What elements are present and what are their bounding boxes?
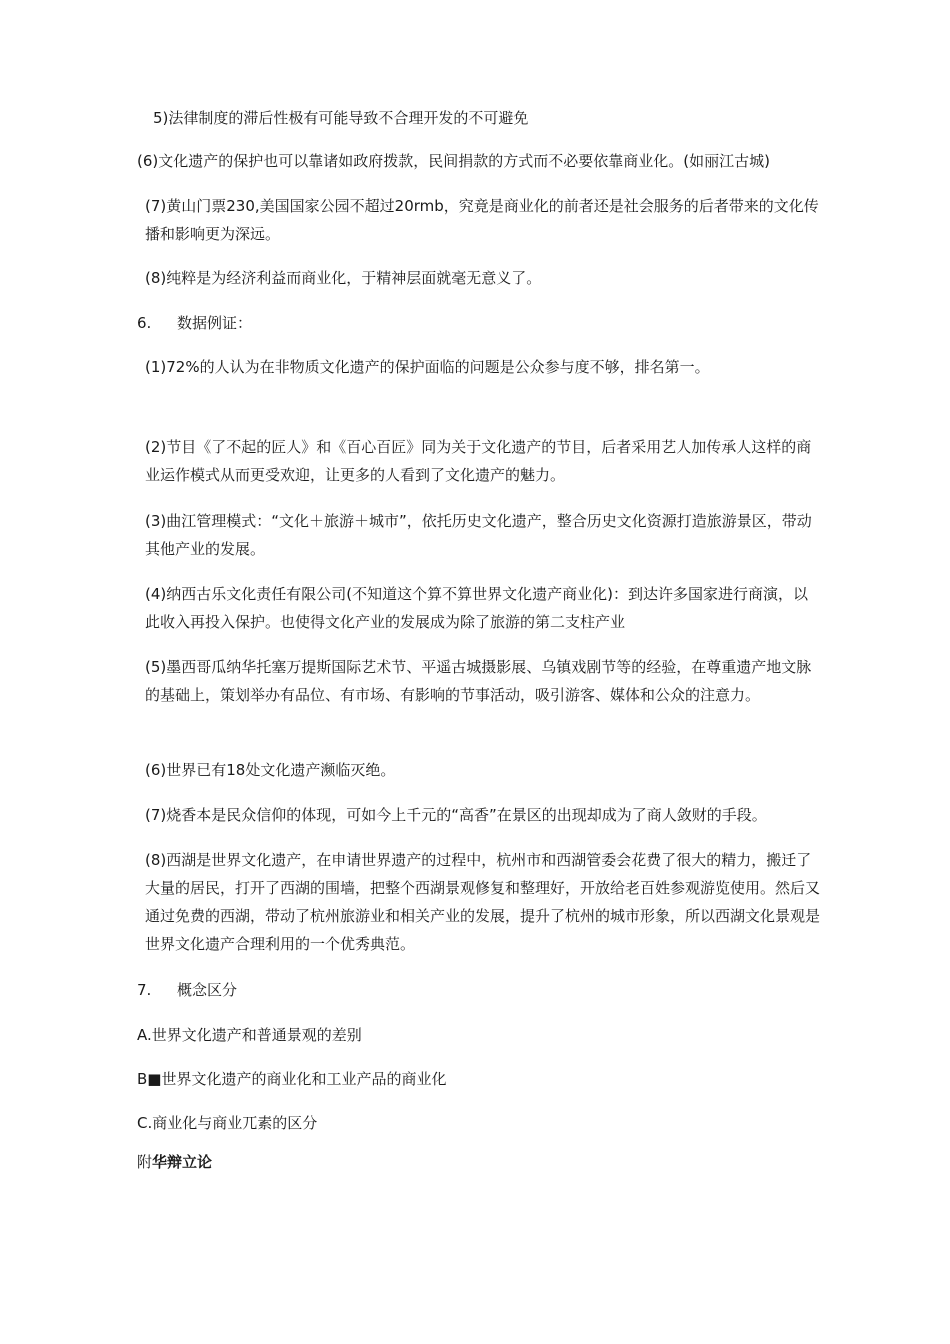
data-item-2: (2)节目《了不起的匠人》和《百心百匠》同为关于文化遗产的节目，后者采用艺人加传承人这样的商业运作模式从而更受欢迎，让更多的人看到了文化遗产的魅力。	[145, 438, 812, 484]
data-item-7: (7)烧香本是民众信仰的体现，可如今上千元的“高香”在景区的出现却成为了商人敛财的手段。	[145, 806, 767, 824]
section-6-number: 6.	[137, 314, 152, 332]
item-5: 5)法律制度的滞后性极有可能导致不合理开发的不可避免	[153, 109, 529, 127]
section-7-title: 概念区分	[177, 981, 238, 999]
item-7: (7)黄山门票230,美国国家公园不超过20rmb，究竟是商业化的前者还是社会服务的后者带来的文化传播和影响更为深远。	[145, 197, 819, 243]
section-6-title: 数据例证：	[177, 314, 253, 332]
appendix-heading	[137, 1148, 822, 1176]
data-item-6: (6)世界已有18处文化遗产濒临灭绝。	[145, 761, 396, 779]
data-item-8: (8)西湖是世界文化遗产，在申请世界遗产的过程中，杭州市和西湖管委会花费了很大的精力，搬迁了大量的居民，打开了西湖的围墙，把整个西湖景观修复和整理好，开放给老百姓参观游览使用。然后又通过免费的西湖，带动了杭州旅游业和相关产业的发展，提升了杭州的城市形象，所以西湖文化景观是世界文化遗产合理利用的一个优秀典范。	[145, 851, 821, 953]
concept-item-a: A.世界文化遗产和普通景观的差别	[137, 1026, 362, 1044]
data-item-1: (1)72%的人认为在非物质文化遗产的保护面临的问题是公众参与度不够，排名第一。	[145, 358, 710, 376]
appendix-prefix: 附	[137, 1153, 153, 1171]
item-6: (6)文化遗产的保护也可以靠诸如政府拨款，民间捐款的方式而不必要依靠商业化。(如丽江古城)	[137, 152, 770, 170]
concept-item-c: C.商业化与商业兀素的区分	[137, 1114, 318, 1132]
concept-item-b: B■世界文化遗产的商业化和工业产品的商业化	[137, 1070, 447, 1088]
section-6-heading	[137, 309, 252, 337]
data-item-3: (3)曲江管理模式：“文化＋旅游＋城市”，依托历史文化遗产，整合历史文化资源打造旅游景区，带动其他产业的发展。	[145, 512, 812, 558]
section-7-number: 7.	[137, 981, 152, 999]
item-8: (8)纯粹是为经济利益而商业化，于精神层面就毫无意义了。	[145, 269, 542, 287]
appendix-title: 华辩立论	[152, 1153, 213, 1171]
data-item-4: (4)纳西古乐文化责任有限公司(不知道这个算不算世界文化遗产商业化)：到达许多国家进行商演，以此收入再投入保护。也使得文化产业的发展成为除了旅游的第二支柱产业	[145, 585, 808, 631]
data-item-5: (5)墨西哥瓜纳华托塞万提斯国际艺术节、平遥古城摄影展、乌镇戏剧节等的经验，在尊重遗产地文脉的基础上，策划举办有品位、有市场、有影响的节事活动，吸引游客、媒体和公众的注意力。	[145, 658, 812, 704]
section-7-heading	[137, 976, 237, 1004]
